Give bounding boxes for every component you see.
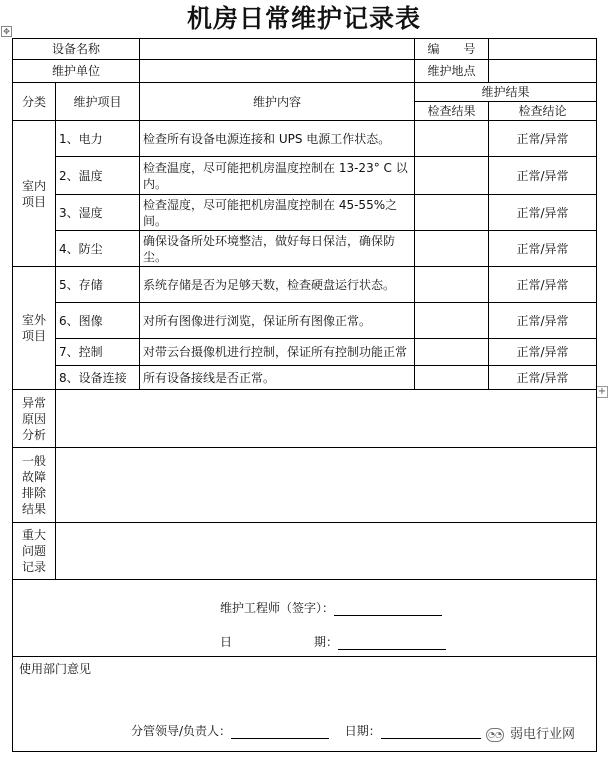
content-cell: 检查温度，尽可能把机房温度控制在 13-23° C 以内。 [140, 157, 415, 195]
category-header: 分类 [13, 83, 56, 121]
table-row [13, 366, 597, 390]
conclusion-cell[interactable]: 正常/异常 [489, 157, 597, 195]
content-cell: 对带云台摄像机进行控制，保证所有控制功能正常 [140, 339, 415, 366]
unit-row [13, 60, 597, 83]
conclusion-cell[interactable]: 正常/异常 [489, 303, 597, 339]
content-cell: 系统存储是否为足够天数，检查硬盘运行状态。 [140, 267, 415, 303]
abnormal-analysis-field[interactable] [56, 390, 597, 448]
table-row [13, 303, 597, 339]
table-row [13, 339, 597, 366]
major-issue-field[interactable] [56, 523, 597, 580]
table-row [13, 231, 597, 267]
table-row [13, 267, 597, 303]
conclusion-cell[interactable]: 正常/异常 [489, 339, 597, 366]
item-cell: 7、控制 [56, 339, 140, 366]
signature-cell [13, 580, 597, 657]
check-result-field[interactable] [415, 121, 489, 157]
abnormal-analysis-row [13, 390, 597, 448]
indoor-category-label: 室内 项目 [13, 121, 56, 267]
content-cell: 确保设备所处环境整洁，做好每日保洁，确保防尘。 [140, 231, 415, 267]
leader-label: 分管领导/负责人： [131, 724, 232, 738]
item-cell: 4、防尘 [56, 231, 140, 267]
check-result-field[interactable] [415, 339, 489, 366]
content-cell: 检查所有设备电源连接和 UPS 电源工作状态。 [140, 121, 415, 157]
conclusion-cell[interactable]: 正常/异常 [489, 195, 597, 231]
item-cell: 5、存储 [56, 267, 140, 303]
unit-label: 维护单位 [13, 60, 140, 83]
check-result-field[interactable] [415, 195, 489, 231]
conclusion-cell[interactable]: 正常/异常 [489, 121, 597, 157]
fault-result-field[interactable] [56, 448, 597, 523]
number-label: 编 号 [415, 39, 489, 60]
engineer-signature-label: 维护工程师（签字）： [220, 601, 335, 615]
item-header: 维护项目 [56, 83, 140, 121]
wechat-icon: ◔◔ [486, 728, 504, 742]
check-result-field[interactable] [415, 303, 489, 339]
item-cell: 6、图像 [56, 303, 140, 339]
department-opinion-label: 使用部门意见 [19, 662, 92, 676]
table-row [13, 195, 597, 231]
location-label: 维护地点 [415, 60, 489, 83]
watermark-text: 弱电行业网 [510, 727, 576, 742]
abnormal-analysis-label: 异常 原因 分析 [13, 390, 56, 448]
date-label-part1: 日 [220, 635, 233, 649]
outdoor-category-label: 室外 项目 [13, 267, 56, 390]
device-name-row [13, 39, 597, 60]
table-row [13, 157, 597, 195]
fault-result-row [13, 448, 597, 523]
number-field[interactable] [489, 39, 597, 60]
content-cell: 对所有图像进行浏览，保证所有图像正常。 [140, 303, 415, 339]
check-result-field[interactable] [415, 231, 489, 267]
table-row [13, 121, 597, 157]
major-issue-label: 重大 问题 记录 [13, 523, 56, 580]
department-date-label: 日期： [344, 724, 381, 738]
content-cell: 所有设备接线是否正常。 [140, 366, 415, 390]
form-title: 机房日常维护记录表 [186, 4, 421, 33]
unit-field[interactable] [140, 60, 415, 83]
signature-date-field[interactable] [338, 635, 446, 650]
fault-result-label: 一般 故障 排除 结果 [13, 448, 56, 523]
signature-row [13, 580, 597, 657]
item-cell: 1、电力 [56, 121, 140, 157]
conclusion-cell[interactable]: 正常/异常 [489, 267, 597, 303]
device-name-field[interactable] [140, 39, 415, 60]
check-conclusion-header: 检查结论 [489, 102, 597, 121]
conclusion-cell[interactable]: 正常/异常 [489, 231, 597, 267]
department-date-field[interactable] [381, 724, 481, 739]
location-field[interactable] [489, 60, 597, 83]
watermark [484, 723, 577, 742]
check-result-field[interactable] [415, 267, 489, 303]
engineer-signature-field[interactable] [334, 601, 442, 616]
leader-signature-field[interactable] [231, 724, 329, 739]
major-issue-row [13, 523, 597, 580]
check-result-header: 检查结果 [415, 102, 489, 121]
item-cell: 3、湿度 [56, 195, 140, 231]
device-name-label: 设备名称 [13, 39, 140, 60]
conclusion-cell[interactable]: 正常/异常 [489, 366, 597, 390]
maintenance-record-table [12, 38, 597, 752]
content-cell: 检查湿度，尽可能把机房温度控制在 45-55%之间。 [140, 195, 415, 231]
column-header-row [13, 83, 597, 102]
check-result-field[interactable] [415, 157, 489, 195]
add-row-icon[interactable]: + [597, 386, 607, 397]
content-header: 维护内容 [140, 83, 415, 121]
table-move-handle-icon[interactable]: ✥ [1, 26, 12, 37]
check-result-field[interactable] [415, 366, 489, 390]
item-cell: 2、温度 [56, 157, 140, 195]
date-label-part2: 期： [314, 635, 339, 649]
item-cell: 8、设备连接 [56, 366, 140, 390]
result-group-header: 维护结果 [415, 83, 597, 102]
